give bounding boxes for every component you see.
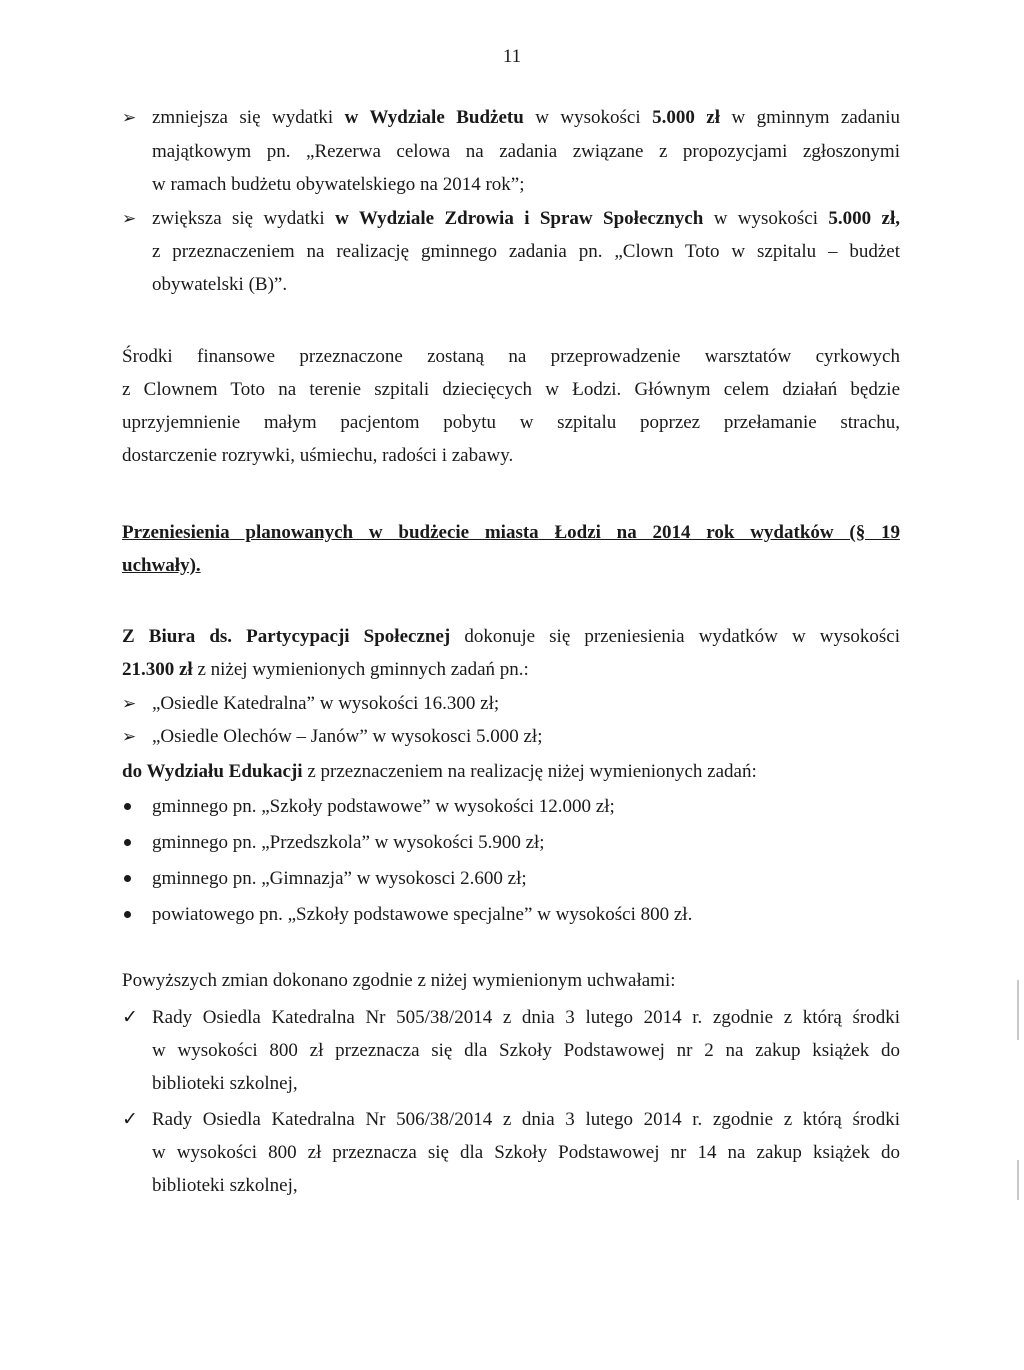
bullet-dot-icon <box>124 839 131 846</box>
resolution-item-506: Rady Osiedla Katedralna Nr 506/38/2014 z dnia 3 lutego 2014 r. zgodnie z którą środki w wysokości 800 zł przeznacza się dla Szkoły Podstawowej nr 14 na zakup książek do biblioteki szkolnej, <box>152 1109 900 1196</box>
bullet-dot-icon <box>124 803 131 810</box>
arrow-bullet-icon: ➢ <box>122 209 137 228</box>
paragraph-education: do Wydziału Edukacji z przeznaczeniem na realizację niżej wymienionych zadań: <box>122 761 757 782</box>
list-item: gminnego pn. „Przedszkola” w wysokości 5.900 zł; <box>152 832 545 853</box>
bullet-item-budget: zmniejsza się wydatki w Wydziale Budżetu w wysokości 5.000 zł w gminnym zadaniu <box>152 107 901 128</box>
page-number: 11 <box>502 46 522 67</box>
paragraph-clown-workshops: Środki finansowe przeznaczone zostaną na przeprowadzenie warsztatów cyrkowych z Clownem Toto na terenie szpitali dziecięcych w Łodzi. Głównym celem działań będzie uprzyjemnienie małym pacjentom pobytu w szpitalu poprzez przełamanie strachu, dostarczenie rozrywki, uśmiechu, radości i zabawy. <box>122 346 900 466</box>
list-item: „Osiedle Olechów – Janów” w wysokosci 5.000 zł; <box>152 726 543 747</box>
checkmark-icon: ✓ <box>122 1109 138 1130</box>
bullet-item-budget-cont: majątkowym pn. „Rezerwa celowa na zadania związane z propozycjami zgłoszonymi w ramach budżetu obywatelskiego na 2014 rok”; <box>152 141 900 195</box>
list-item: gminnego pn. „Szkoły podstawowe” w wysokości 12.000 zł; <box>152 796 615 817</box>
bullet-dot-icon <box>124 911 131 918</box>
bullet-dot-icon <box>124 875 131 882</box>
list-item: powiatowego pn. „Szkoły podstawowe specjalne” w wysokości 800 zł. <box>152 904 693 925</box>
list-item: „Osiedle Katedralna” w wysokości 16.300 zł; <box>152 693 500 714</box>
bullet-item-health: zwiększa się wydatki w Wydziale Zdrowia i Spraw Społecznych w wysokości 5.000 zł, z przeznaczeniem na realizację gminnego zadania pn. „Clown Toto w szpitalu – budżet obywatelski (B)”. <box>152 208 900 295</box>
list-item: gminnego pn. „Gimnazja” w wysokosci 2.600 zł; <box>152 868 527 889</box>
arrow-bullet-icon: ➢ <box>122 108 137 127</box>
scan-edge-mark <box>1017 980 1019 1040</box>
scan-edge-mark <box>1017 1160 1019 1200</box>
section-heading: Przeniesienia planowanych w budżecie miasta Łodzi na 2014 rok wydatków (§ 19 uchwały). <box>122 522 900 576</box>
arrow-bullet-icon: ➢ <box>122 727 137 746</box>
paragraph-resolutions: Powyższych zmian dokonano zgodnie z niżej wymienionym uchwałami: <box>122 970 676 991</box>
resolution-item-505: Rady Osiedla Katedralna Nr 505/38/2014 z dnia 3 lutego 2014 r. zgodnie z którą środki w wysokości 800 zł przeznacza się dla Szkoły Podstawowej nr 2 na zakup książek do biblioteki szkolnej, <box>152 1007 900 1094</box>
checkmark-icon: ✓ <box>122 1007 138 1028</box>
arrow-bullet-icon: ➢ <box>122 694 137 713</box>
paragraph-transfer: Z Biura ds. Partycypacji Społecznej dokonuje się przeniesienia wydatków w wysokości 21.300 zł z niżej wymienionych gminnych zadań pn.: <box>122 626 901 680</box>
